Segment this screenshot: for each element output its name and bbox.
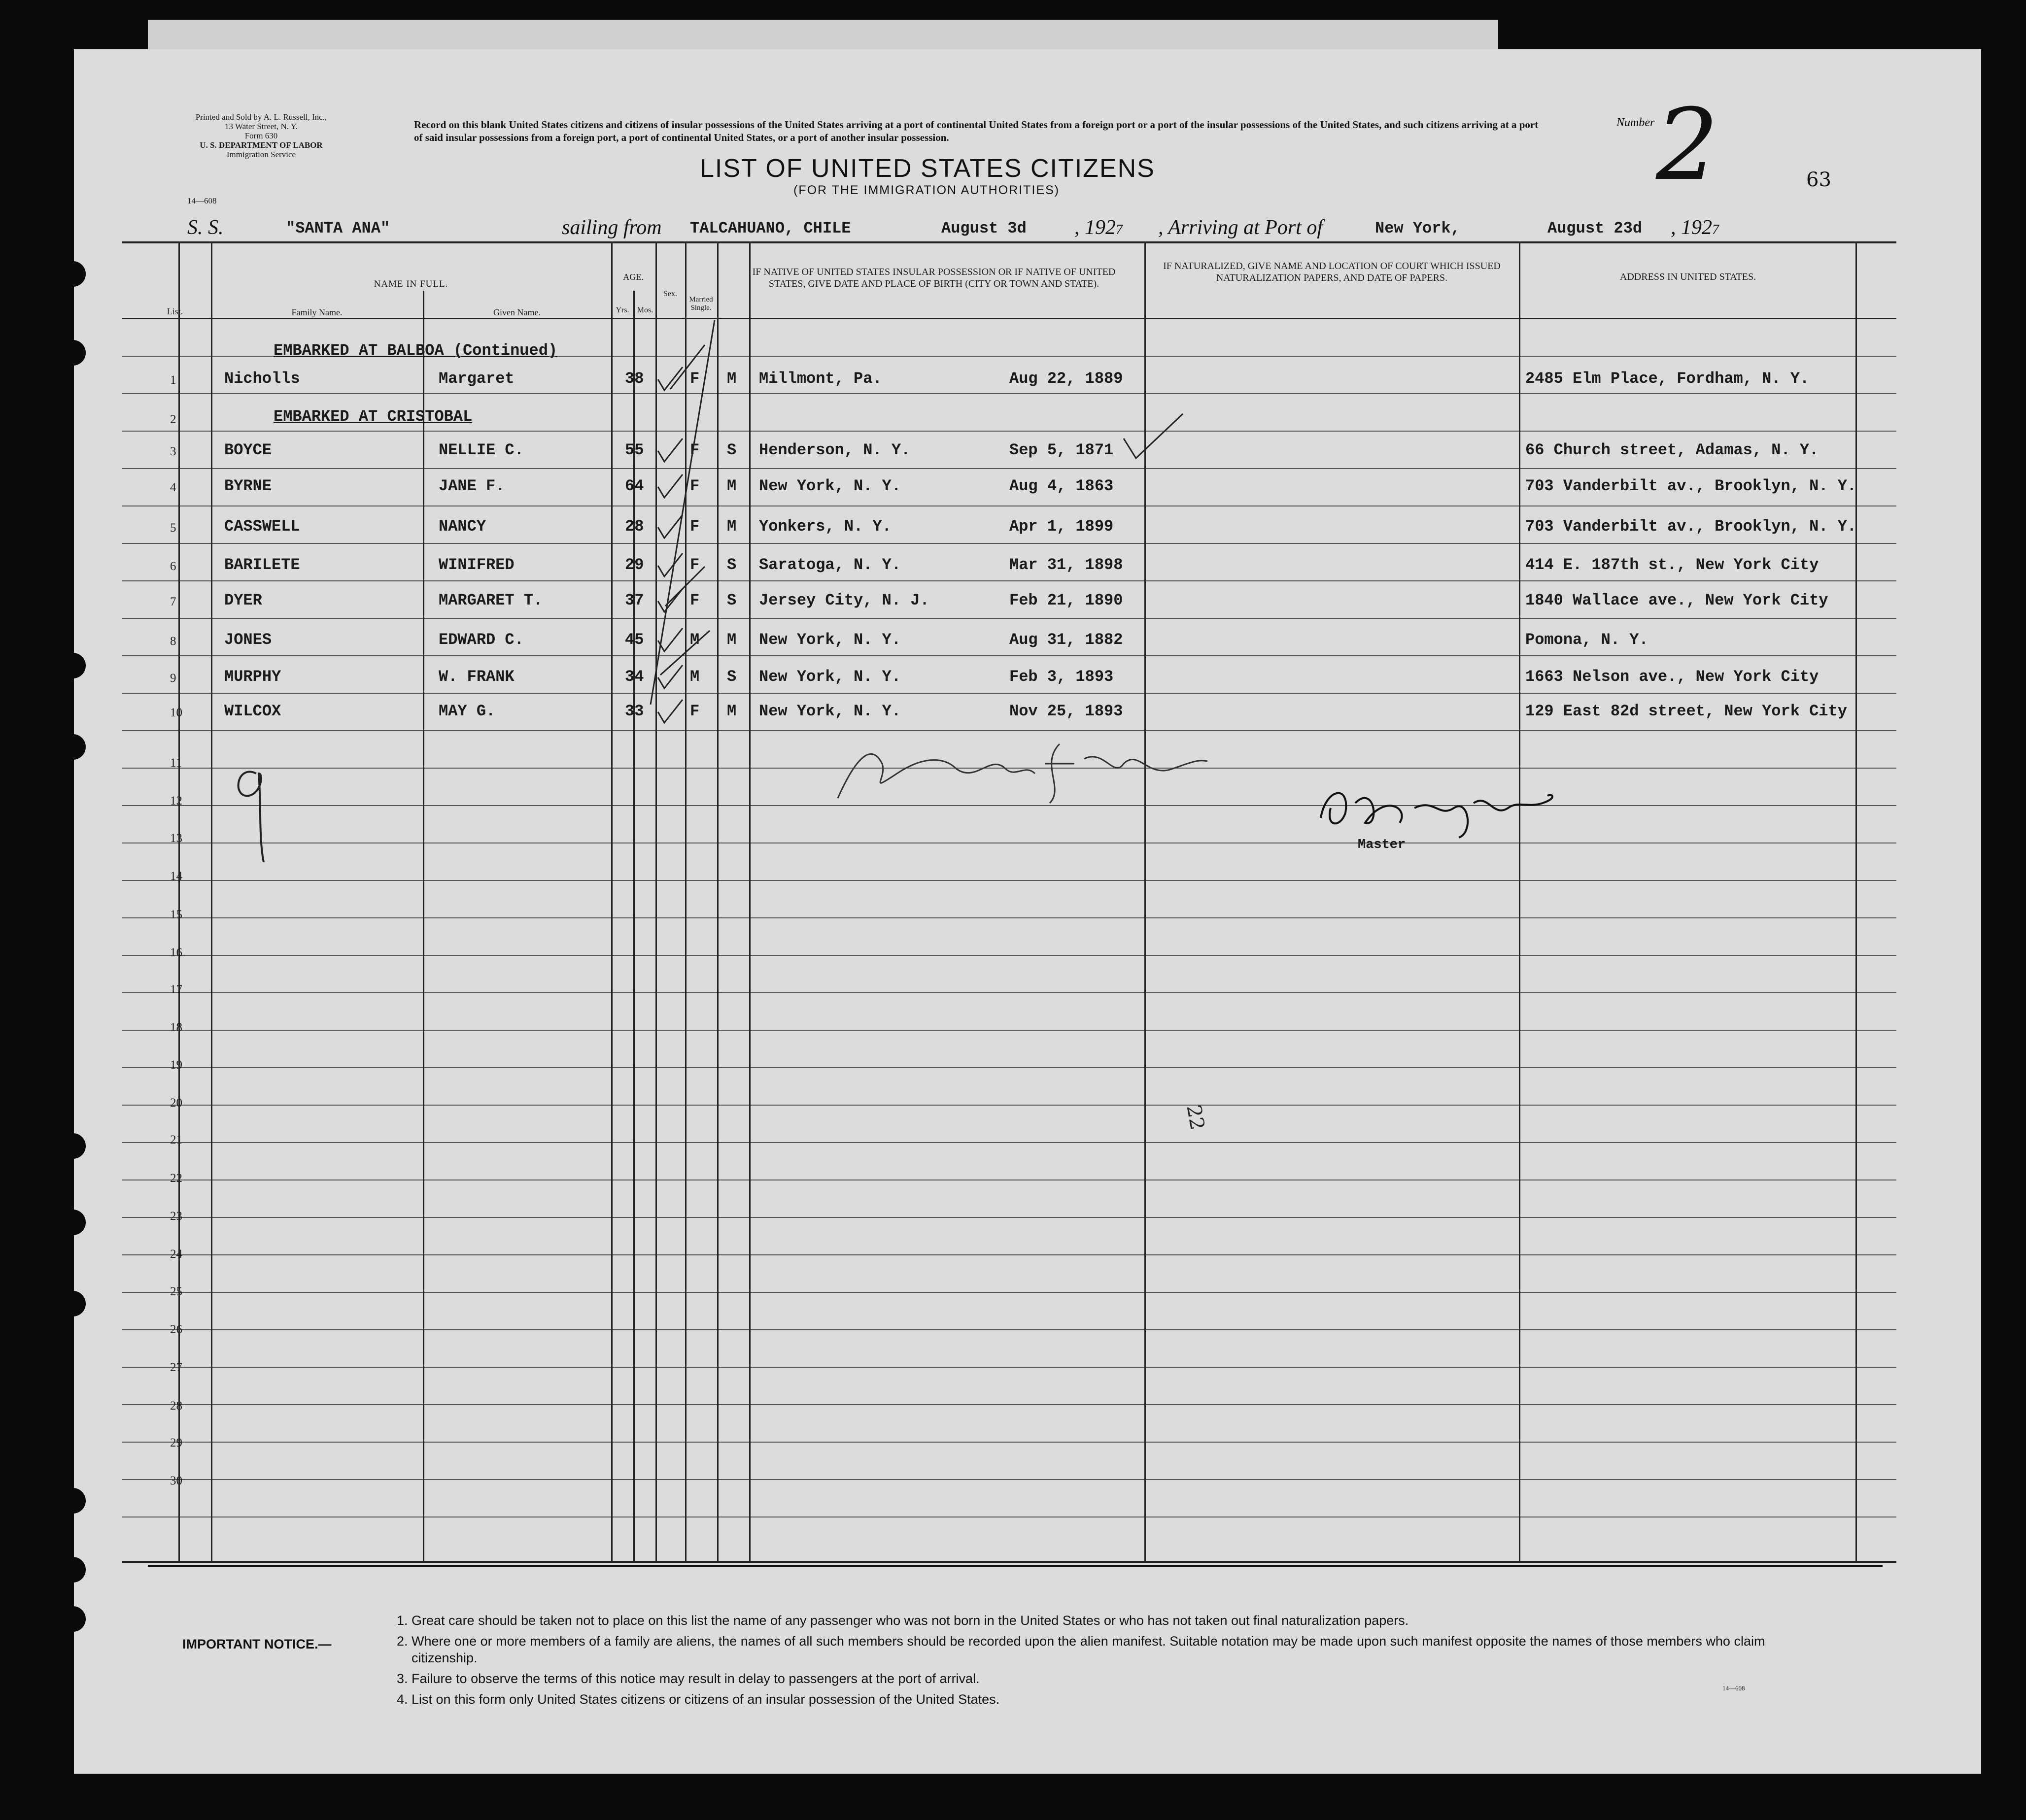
- ruled-line: [122, 1142, 1896, 1143]
- age-years: 37: [625, 591, 644, 609]
- row-number: 5: [170, 521, 176, 535]
- departure-port: TALCAHUANO, CHILE: [690, 219, 851, 237]
- birth-place: New York, N. Y.: [759, 477, 901, 495]
- marital-status: S: [727, 668, 737, 686]
- form-code-small: 14—608: [1722, 1685, 1745, 1692]
- ruled-line: [122, 580, 1896, 581]
- line-number: 27: [170, 1361, 182, 1374]
- handwritten-mark: 22: [1182, 1103, 1209, 1132]
- line-number: 17: [170, 983, 182, 996]
- year-suffix: 7: [1712, 222, 1719, 237]
- ruled-line: [122, 1442, 1896, 1443]
- ruled-line: [122, 393, 1896, 394]
- line-number: 15: [170, 908, 182, 921]
- arriving-label: , Arriving at Port of: [1158, 216, 1323, 239]
- row-number: 8: [170, 635, 176, 648]
- ship-name: "SANTA ANA": [286, 219, 390, 237]
- given-name: NANCY: [439, 517, 486, 536]
- row-number: 4: [170, 481, 176, 494]
- family-name: JONES: [224, 631, 272, 649]
- marital-status: S: [727, 591, 737, 609]
- page-title: LIST OF UNITED STATES CITIZENS: [700, 154, 1155, 183]
- ruled-line: [122, 431, 1896, 432]
- birth-place: Henderson, N. Y.: [759, 441, 911, 459]
- birth-date: Aug 22, 1889: [1009, 370, 1123, 388]
- age-years: 29: [625, 556, 644, 574]
- row-number: 7: [170, 595, 176, 608]
- age-years: 33: [625, 702, 644, 720]
- address: Pomona, N. Y.: [1525, 631, 1648, 649]
- line-number: 13: [170, 832, 182, 845]
- section-heading-balboa: EMBARKED AT BALBOA (Continued): [274, 341, 558, 360]
- family-name: MURPHY: [224, 668, 281, 686]
- year-prefix: 192: [1085, 216, 1116, 239]
- handwritten-signature: [828, 734, 1212, 808]
- birth-place: Saratoga, N. Y.: [759, 556, 901, 574]
- ruled-line: [122, 992, 1896, 993]
- ruled-line: [122, 1254, 1896, 1255]
- ruled-line: [122, 618, 1896, 619]
- sex: M: [690, 668, 700, 686]
- row-number: 1: [170, 373, 176, 387]
- row-number: 6: [170, 560, 176, 573]
- address: 2485 Elm Place, Fordham, N. Y.: [1525, 370, 1810, 388]
- row-number: 3: [170, 445, 176, 458]
- master-signature: [1311, 774, 1567, 847]
- ruled-line: [122, 693, 1896, 694]
- sailing-label: sailing from: [562, 216, 662, 239]
- ruled-line: [122, 1030, 1896, 1031]
- header-family-name: Family Name.: [291, 307, 343, 317]
- age-years: 28: [625, 517, 644, 536]
- punch-hole: [60, 340, 86, 366]
- row-number: 10: [170, 706, 182, 719]
- column-divider: [423, 291, 424, 1562]
- punch-hole: [60, 1606, 86, 1632]
- instructions-text: Record on this blank United States citizens and citizens of insular possessions of the United States arriving at a port of continental United States from a foreign port or a port of the insular possessions of the United States, and such citizens arriving at a port of said insular possessions from a foreign port, a port of continental United States, or a port of another insular possession.: [414, 119, 1539, 143]
- punch-hole: [60, 261, 86, 287]
- checkmark-icon: [655, 365, 685, 394]
- notice-item: 3. Failure to observe the terms of this notice may result in delay to passengers at the port of arrival.: [397, 1671, 980, 1686]
- printer-line: U. S. DEPARTMENT OF LABOR: [200, 140, 323, 150]
- address: 129 East 82d street, New York City: [1525, 702, 1847, 720]
- address: 66 Church street, Adamas, N. Y.: [1525, 441, 1819, 459]
- marital-status: S: [727, 556, 737, 574]
- sex: F: [690, 517, 700, 536]
- header-age: AGE.: [623, 272, 644, 282]
- address: 703 Vanderbilt av., Brooklyn, N. Y.: [1525, 517, 1857, 536]
- family-name: BYRNE: [224, 477, 272, 495]
- given-name: MAY G.: [439, 702, 496, 720]
- sex: F: [690, 591, 700, 609]
- handwritten-count-figure: [227, 754, 281, 867]
- header-address: ADDRESS IN UNITED STATES.: [1619, 271, 1756, 282]
- header-married-single: [685, 296, 717, 312]
- header-name-in-full: NAME IN FULL.: [374, 279, 448, 289]
- ruled-line: [122, 1292, 1896, 1293]
- sex: M: [690, 631, 700, 649]
- family-name: BARILETE: [224, 556, 300, 574]
- birth-place: Yonkers, N. Y.: [759, 517, 892, 536]
- birth-date: Nov 25, 1893: [1009, 702, 1123, 720]
- ss-label: S. S.: [187, 216, 224, 239]
- header-sex: Sex.: [663, 290, 677, 298]
- corner-number: 63: [1806, 169, 1831, 191]
- birth-place: New York, N. Y.: [759, 631, 901, 649]
- line-number: 26: [170, 1323, 182, 1336]
- birth-date: Mar 31, 1898: [1009, 556, 1123, 574]
- printer-line: Immigration Service: [226, 150, 296, 159]
- checkmark-icon: [655, 512, 685, 542]
- year-prefix: 192: [1681, 216, 1712, 239]
- birth-date: Feb 21, 1890: [1009, 591, 1123, 609]
- punch-hole: [60, 1557, 86, 1583]
- line-number: 19: [170, 1058, 182, 1072]
- printer-line: Form 630: [244, 131, 278, 140]
- ruled-line: [122, 655, 1896, 656]
- departure-year: , 1927: [1074, 216, 1123, 239]
- address: 1663 Nelson ave., New York City: [1525, 668, 1819, 686]
- number-value: 2: [1656, 88, 1719, 202]
- line-number: 21: [170, 1133, 182, 1146]
- ruled-line: [122, 1217, 1896, 1218]
- arrival-year: , 1927: [1671, 216, 1719, 239]
- arrival-port: New York,: [1375, 219, 1460, 237]
- number-label: Number: [1616, 116, 1655, 129]
- given-name: WINIFRED: [439, 556, 515, 574]
- birth-place: Millmont, Pa.: [759, 370, 882, 388]
- line-number: 24: [170, 1247, 182, 1261]
- notice-list: [397, 1612, 1816, 1708]
- header-given-name: Given Name.: [493, 307, 541, 317]
- printer-line: Printed and Sold by A. L. Russell, Inc.,: [195, 112, 327, 122]
- notice-item: 1. Great care should be taken not to place on this list the name of any passenger who was not born in the United States or who has not taken out final naturalization papers.: [397, 1613, 1409, 1628]
- printer-line: 13 Water Street, N. Y.: [225, 122, 298, 131]
- birth-place: New York, N. Y.: [759, 702, 901, 720]
- notice-label: IMPORTANT NOTICE.—: [182, 1637, 332, 1651]
- notice-item: 4. List on this form only United States citizens or citizens of an insular possession of the United States.: [397, 1692, 1000, 1707]
- line-number: 30: [170, 1474, 182, 1487]
- ruled-line: [122, 543, 1896, 544]
- age-years: 64: [625, 477, 644, 495]
- header-single: Single.: [690, 304, 712, 312]
- ruled-line: [122, 468, 1896, 469]
- checkmark-icon: [655, 551, 685, 580]
- printer-info: [155, 112, 367, 159]
- header-naturalized: IF NATURALIZED, GIVE NAME AND LOCATION OF COURT WHICH ISSUED NATURALIZATION PAPERS, AND DATE OF PAPERS.: [1163, 261, 1501, 283]
- column-divider: [1855, 241, 1857, 1562]
- age-years: 38: [625, 370, 644, 388]
- ruled-line: [122, 1329, 1896, 1330]
- arrival-date: August 23d: [1547, 219, 1643, 237]
- header-list: List.: [167, 306, 183, 316]
- birth-date: Aug 31, 1882: [1009, 631, 1123, 649]
- marital-status: M: [727, 477, 737, 495]
- header-birth-place: IF NATIVE OF UNITED STATES INSULAR POSSESSION OR IF NATIVE OF UNITED STATES, GIVE DATE AND PLACE OF BIRTH (CITY OR TOWN AND STATE).: [752, 267, 1116, 289]
- departure-date: August 3d: [941, 219, 1027, 237]
- checkmark-icon: [655, 436, 685, 466]
- marital-status: M: [727, 702, 737, 720]
- birth-place: Jersey City, N. J.: [759, 591, 929, 609]
- checkmark-icon: [655, 697, 685, 727]
- column-divider: [749, 241, 751, 1562]
- checkmark-icon: [655, 626, 685, 655]
- ruled-line: [122, 1404, 1896, 1405]
- punch-hole: [60, 734, 86, 760]
- marital-status: S: [727, 441, 737, 459]
- line-number: 14: [170, 870, 182, 883]
- line-number: 25: [170, 1285, 182, 1298]
- birth-date: Sep 5, 1871: [1009, 441, 1114, 459]
- sex: F: [690, 441, 700, 459]
- sex: F: [690, 477, 700, 495]
- header-yrs: Yrs.: [616, 306, 629, 314]
- row-number: 9: [170, 672, 176, 685]
- line-number: 16: [170, 946, 182, 959]
- given-name: JANE F.: [439, 477, 505, 495]
- checkmark-icon: [655, 472, 685, 502]
- checkmark-icon: [655, 586, 685, 616]
- table-bottom-border: [122, 1561, 1896, 1563]
- ruled-line: [122, 730, 1896, 731]
- given-name: NELLIE C.: [439, 441, 524, 459]
- column-divider: [1519, 241, 1520, 1562]
- checkmark-icon: [1119, 409, 1188, 463]
- family-name: CASSWELL: [224, 517, 300, 536]
- ruled-line: [122, 1479, 1896, 1480]
- sex: F: [690, 702, 700, 720]
- sex: F: [690, 556, 700, 574]
- ruled-line: [122, 955, 1896, 956]
- header-married: Married: [689, 296, 713, 303]
- ruled-line: [122, 1105, 1896, 1106]
- birth-date: Aug 4, 1863: [1009, 477, 1114, 495]
- address: 414 E. 187th st., New York City: [1525, 556, 1819, 574]
- line-number: 2: [170, 413, 176, 426]
- family-name: WILCOX: [224, 702, 281, 720]
- ruled-line: [122, 880, 1896, 881]
- ruled-line: [122, 1067, 1896, 1068]
- marital-status: M: [727, 517, 737, 536]
- given-name: EDWARD C.: [439, 631, 524, 649]
- line-number: 22: [170, 1172, 182, 1185]
- given-name: Margaret: [439, 370, 515, 388]
- master-label: Master: [1358, 838, 1406, 852]
- sex: F: [690, 370, 700, 388]
- punch-hole: [60, 1291, 86, 1316]
- address: 1840 Wallace ave., New York City: [1525, 591, 1828, 609]
- birth-place: New York, N. Y.: [759, 668, 901, 686]
- line-number: 11: [170, 756, 182, 770]
- column-divider: [611, 241, 613, 1562]
- form-code: 14—608: [187, 196, 217, 205]
- notice-item: 2. Where one or more members of a family are aliens, the names of all such members should be recorded upon the alien manifest. Suitable notation may be made upon such manifest opposite the names of those members who claim citizenship.: [397, 1634, 1765, 1665]
- ruled-line: [122, 1367, 1896, 1368]
- line-number: 28: [170, 1399, 182, 1413]
- address: 703 Vanderbilt av., Brooklyn, N. Y.: [1525, 477, 1857, 495]
- checkmark-column: [636, 310, 737, 729]
- family-name: Nicholls: [224, 370, 300, 388]
- ruled-line: [122, 917, 1896, 918]
- line-number: 12: [170, 794, 182, 808]
- marital-status: M: [727, 631, 737, 649]
- family-name: DYER: [224, 591, 262, 609]
- year-suffix: 7: [1116, 222, 1123, 237]
- checkmark-icon: [655, 663, 685, 692]
- age-years: 34: [625, 668, 644, 686]
- given-name: W. FRANK: [439, 668, 515, 686]
- line-number: 23: [170, 1210, 182, 1223]
- family-name: BOYCE: [224, 441, 272, 459]
- punch-hole: [60, 1488, 86, 1514]
- page-subtitle: (FOR THE IMMIGRATION AUTHORITIES): [793, 183, 1060, 197]
- punch-hole: [60, 1210, 86, 1235]
- age-years: 45: [625, 631, 644, 649]
- age-years: 55: [625, 441, 644, 459]
- line-number: 20: [170, 1096, 182, 1110]
- table-top-border: [122, 241, 1896, 243]
- notice-divider: [148, 1565, 1883, 1567]
- line-number: 18: [170, 1021, 182, 1034]
- header-mos: Mos.: [637, 306, 653, 314]
- punch-hole: [60, 1133, 86, 1159]
- birth-date: Feb 3, 1893: [1009, 668, 1114, 686]
- marital-status: M: [727, 370, 737, 388]
- line-number: 29: [170, 1436, 182, 1449]
- given-name: MARGARET T.: [439, 591, 543, 609]
- section-heading-cristobal: EMBARKED AT CRISTOBAL: [274, 407, 473, 426]
- punch-hole: [60, 653, 86, 678]
- birth-date: Apr 1, 1899: [1009, 517, 1114, 536]
- column-divider: [211, 241, 212, 1562]
